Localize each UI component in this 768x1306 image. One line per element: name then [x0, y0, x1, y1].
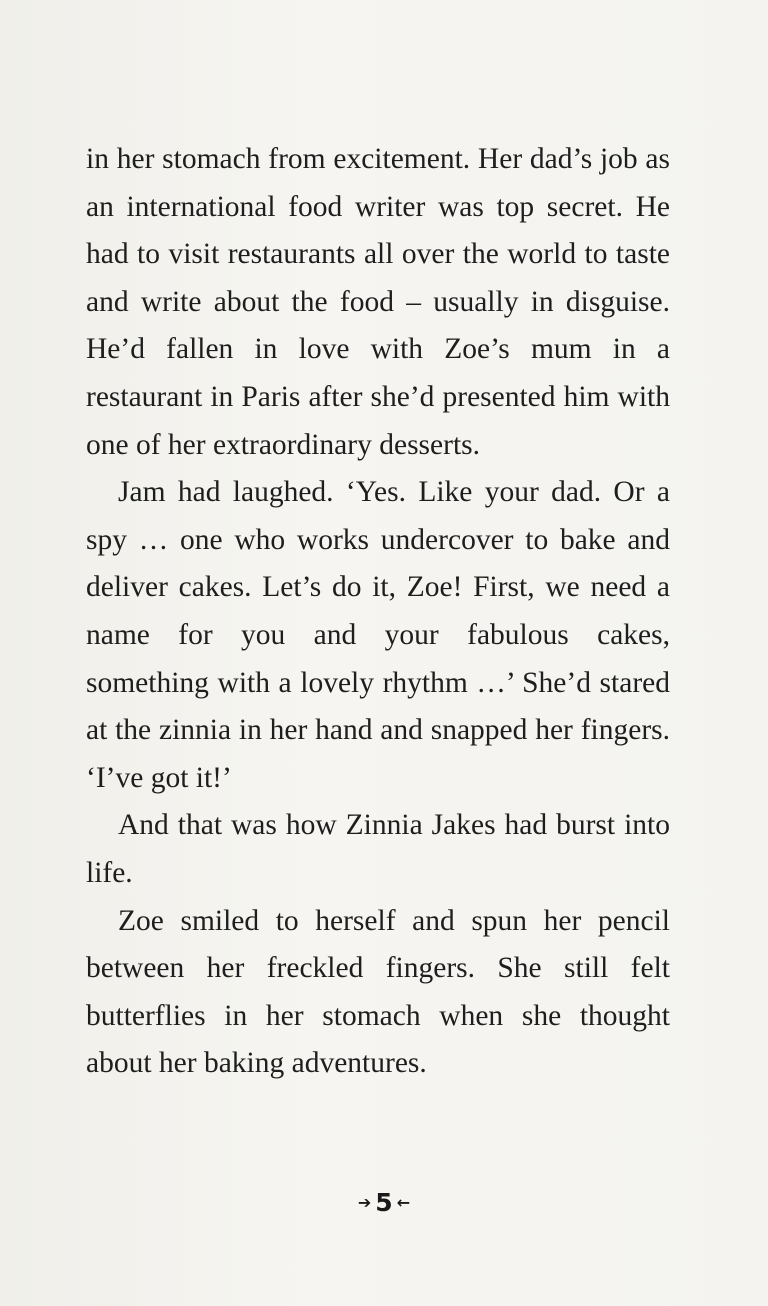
ornament-right-icon: ←	[396, 1193, 411, 1212]
ornament-left-icon: ➔	[357, 1193, 372, 1212]
paragraph-jam-laughed: Jam had laughed. ‘Yes. Like your dad. Or a spy … one who works undercover to bake and deliver cakes. Let’s do it, Zoe! First, we need a name for you and your fabulous cakes, something with a lovely rhythm …’ She’d stared at the zinnia in her hand and snapped her fingers. ‘I’ve got it!’	[86, 476, 670, 794]
paragraph-zoe-smiled: Zoe smiled to herself and spun her pencil between her freckled fingers. She still felt butterflies in her stomach when she thought about her baking adventures.	[86, 904, 670, 1080]
body-text	[86, 136, 670, 1088]
paragraph-zinnia-jakes: And that was how Zinnia Jakes had burst into life.	[86, 809, 670, 889]
page-number: 5	[375, 1188, 393, 1217]
page-number-footer	[0, 1188, 768, 1217]
paragraph-continued: in her stomach from excitement. Her dad’s job as an international food writer was top secret. He had to visit restaurants all over the world to taste and write about the food – usually in disguise. He’d fallen in love with Zoe’s mum in a restaurant in Paris after she’d presented him with one of her extraordinary desserts.	[86, 143, 670, 461]
